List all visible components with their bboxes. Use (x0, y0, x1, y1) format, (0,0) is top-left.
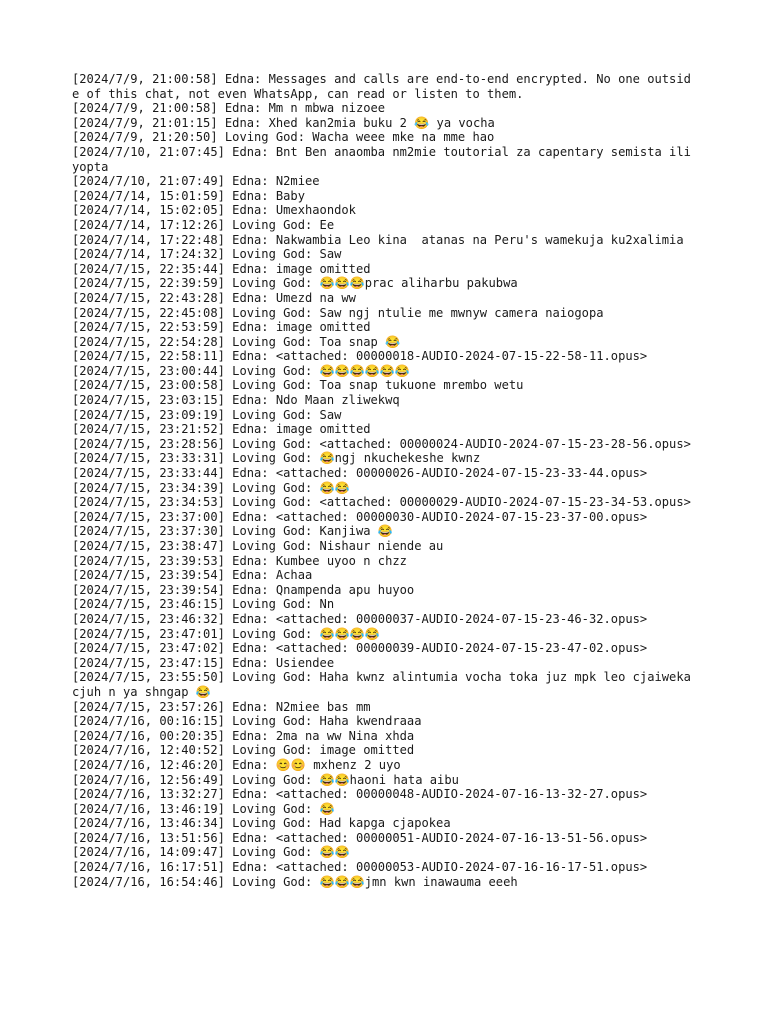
chat-line: [2024/7/15, 23:34:53] Loving God: <attached: 00000029-AUDIO-2024-07-15-23-34-53.opus> (72, 495, 691, 510)
chat-line: [2024/7/15, 23:33:44] Edna: <attached: 00000026-AUDIO-2024-07-15-23-33-44.opus> (72, 466, 648, 481)
chat-line: [2024/7/14, 17:24:32] Loving God: Saw (72, 247, 342, 262)
chat-line: [2024/7/16, 14:09:47] Loving God: 😂😂 (72, 845, 350, 860)
chat-line: [2024/7/9, 21:00:58] Edna: Messages and calls are end-to-end encrypted. No one outside of this chat, not even WhatsApp, can read or listen to them. (72, 72, 691, 101)
chat-line: [2024/7/15, 23:47:01] Loving God: 😂😂😂😂 (72, 626, 380, 641)
chat-line: [2024/7/15, 23:34:39] Loving God: 😂😂 (72, 480, 350, 495)
chat-line: [2024/7/16, 12:46:20] Edna: 😊😊 mxhenz 2 uyo (72, 757, 401, 772)
chat-line: [2024/7/15, 23:33:31] Loving God: 😂ngj nkuchekeshe kwnz (72, 451, 481, 466)
chat-line: [2024/7/14, 17:22:48] Edna: Nakwambia Leo kina atanas na Peru's wamekuja ku2xalimia (72, 232, 684, 247)
chat-line: [2024/7/15, 23:03:15] Edna: Ndo Maan zliwekwq (72, 393, 400, 408)
chat-line: [2024/7/9, 21:00:58] Edna: Mm n mbwa nizoee (72, 101, 386, 116)
chat-line: [2024/7/15, 23:47:02] Edna: <attached: 00000039-AUDIO-2024-07-15-23-47-02.opus> (72, 641, 648, 656)
chat-line: [2024/7/15, 23:00:58] Loving God: Toa snap tukuone mrembo wetu (72, 378, 524, 393)
chat-line: [2024/7/15, 23:21:52] Edna: image omitted (72, 422, 371, 437)
chat-line: [2024/7/9, 21:01:15] Edna: Xhed kan2mia buku 2 😂 ya vocha (72, 115, 495, 130)
chat-line: [2024/7/9, 21:20:50] Loving God: Wacha weee mke na mme hao (72, 130, 495, 145)
chat-line: [2024/7/16, 00:20:35] Edna: 2ma na ww Nina xhda (72, 728, 415, 743)
chat-line: [2024/7/16, 12:40:52] Loving God: image omitted (72, 743, 415, 758)
chat-line: [2024/7/15, 22:54:28] Loving God: Toa snap 😂 (72, 334, 401, 349)
chat-line: [2024/7/15, 23:47:15] Edna: Usiendee (72, 655, 335, 670)
chat-line: [2024/7/14, 17:12:26] Loving God: Ee (72, 217, 335, 232)
chat-transcript (72, 72, 699, 889)
chat-line: [2024/7/15, 23:46:15] Loving God: Nn (72, 597, 335, 612)
chat-line: [2024/7/16, 13:51:56] Edna: <attached: 00000051-AUDIO-2024-07-16-13-51-56.opus> (72, 830, 648, 845)
chat-line: [2024/7/16, 16:17:51] Edna: <attached: 00000053-AUDIO-2024-07-16-16-17-51.opus> (72, 860, 648, 875)
chat-line: [2024/7/14, 15:01:59] Edna: Baby (72, 188, 305, 203)
chat-line: [2024/7/16, 16:54:46] Loving God: 😂😂😂jmn kwn inawauma eeeh (72, 874, 518, 889)
chat-line: [2024/7/15, 22:35:44] Edna: image omitted (72, 261, 371, 276)
chat-line: [2024/7/15, 23:55:50] Loving God: Haha kwnz alintumia vocha toka juz mpk leo cjaiweka cjuh n ya shngap 😂 (72, 670, 699, 699)
chat-line: [2024/7/15, 23:39:54] Edna: Achaa (72, 568, 313, 583)
chat-line: [2024/7/15, 22:45:08] Loving God: Saw ngj ntulie me mwnyw camera naiogopa (72, 305, 604, 320)
chat-line: [2024/7/16, 13:46:34] Loving God: Had kapga cjapokea (72, 816, 451, 831)
chat-line: [2024/7/15, 22:58:11] Edna: <attached: 00000018-AUDIO-2024-07-15-22-58-11.opus> (72, 349, 648, 364)
chat-line: [2024/7/10, 21:07:49] Edna: N2miee (72, 174, 320, 189)
chat-line: [2024/7/16, 13:32:27] Edna: <attached: 00000048-AUDIO-2024-07-16-13-32-27.opus> (72, 787, 648, 802)
chat-line: [2024/7/15, 23:09:19] Loving God: Saw (72, 407, 342, 422)
chat-line: [2024/7/10, 21:07:45] Edna: Bnt Ben anaomba nm2mie toutorial za capentary semista iliyopta (72, 144, 691, 174)
chat-line: [2024/7/15, 22:43:28] Edna: Umezd na ww (72, 290, 356, 305)
chat-line: [2024/7/15, 22:39:59] Loving God: 😂😂😂prac aliharbu pakubwa (72, 276, 518, 291)
chat-line: [2024/7/15, 23:28:56] Loving God: <attached: 00000024-AUDIO-2024-07-15-23-28-56.opus> (72, 436, 691, 451)
chat-line: [2024/7/15, 23:39:54] Edna: Qnampenda apu huyoo (72, 582, 415, 597)
chat-line: [2024/7/16, 12:56:49] Loving God: 😂😂haoni hata aibu (72, 772, 459, 787)
chat-line: [2024/7/16, 00:16:15] Loving God: Haha kwendraaa (72, 714, 422, 729)
chat-line: [2024/7/15, 23:46:32] Edna: <attached: 00000037-AUDIO-2024-07-15-23-46-32.opus> (72, 611, 648, 626)
chat-line: [2024/7/14, 15:02:05] Edna: Umexhaondok (72, 203, 356, 218)
chat-line: [2024/7/15, 23:37:00] Edna: <attached: 00000030-AUDIO-2024-07-15-23-37-00.opus> (72, 509, 648, 524)
chat-line: [2024/7/15, 23:38:47] Loving God: Nishaur niende au (72, 539, 444, 553)
chat-line: [2024/7/15, 23:39:53] Edna: Kumbee uyoo n chzz (72, 553, 407, 568)
chat-line: [2024/7/15, 22:53:59] Edna: image omitted (72, 320, 371, 335)
chat-line: [2024/7/15, 23:37:30] Loving God: Kanjiwa 😂 (72, 524, 393, 539)
chat-line: [2024/7/15, 23:57:26] Edna: N2miee bas mm (72, 699, 371, 714)
chat-line: [2024/7/16, 13:46:19] Loving God: 😂 (72, 801, 335, 816)
chat-line: [2024/7/15, 23:00:44] Loving God: 😂😂😂😂😂😂 (72, 363, 410, 378)
